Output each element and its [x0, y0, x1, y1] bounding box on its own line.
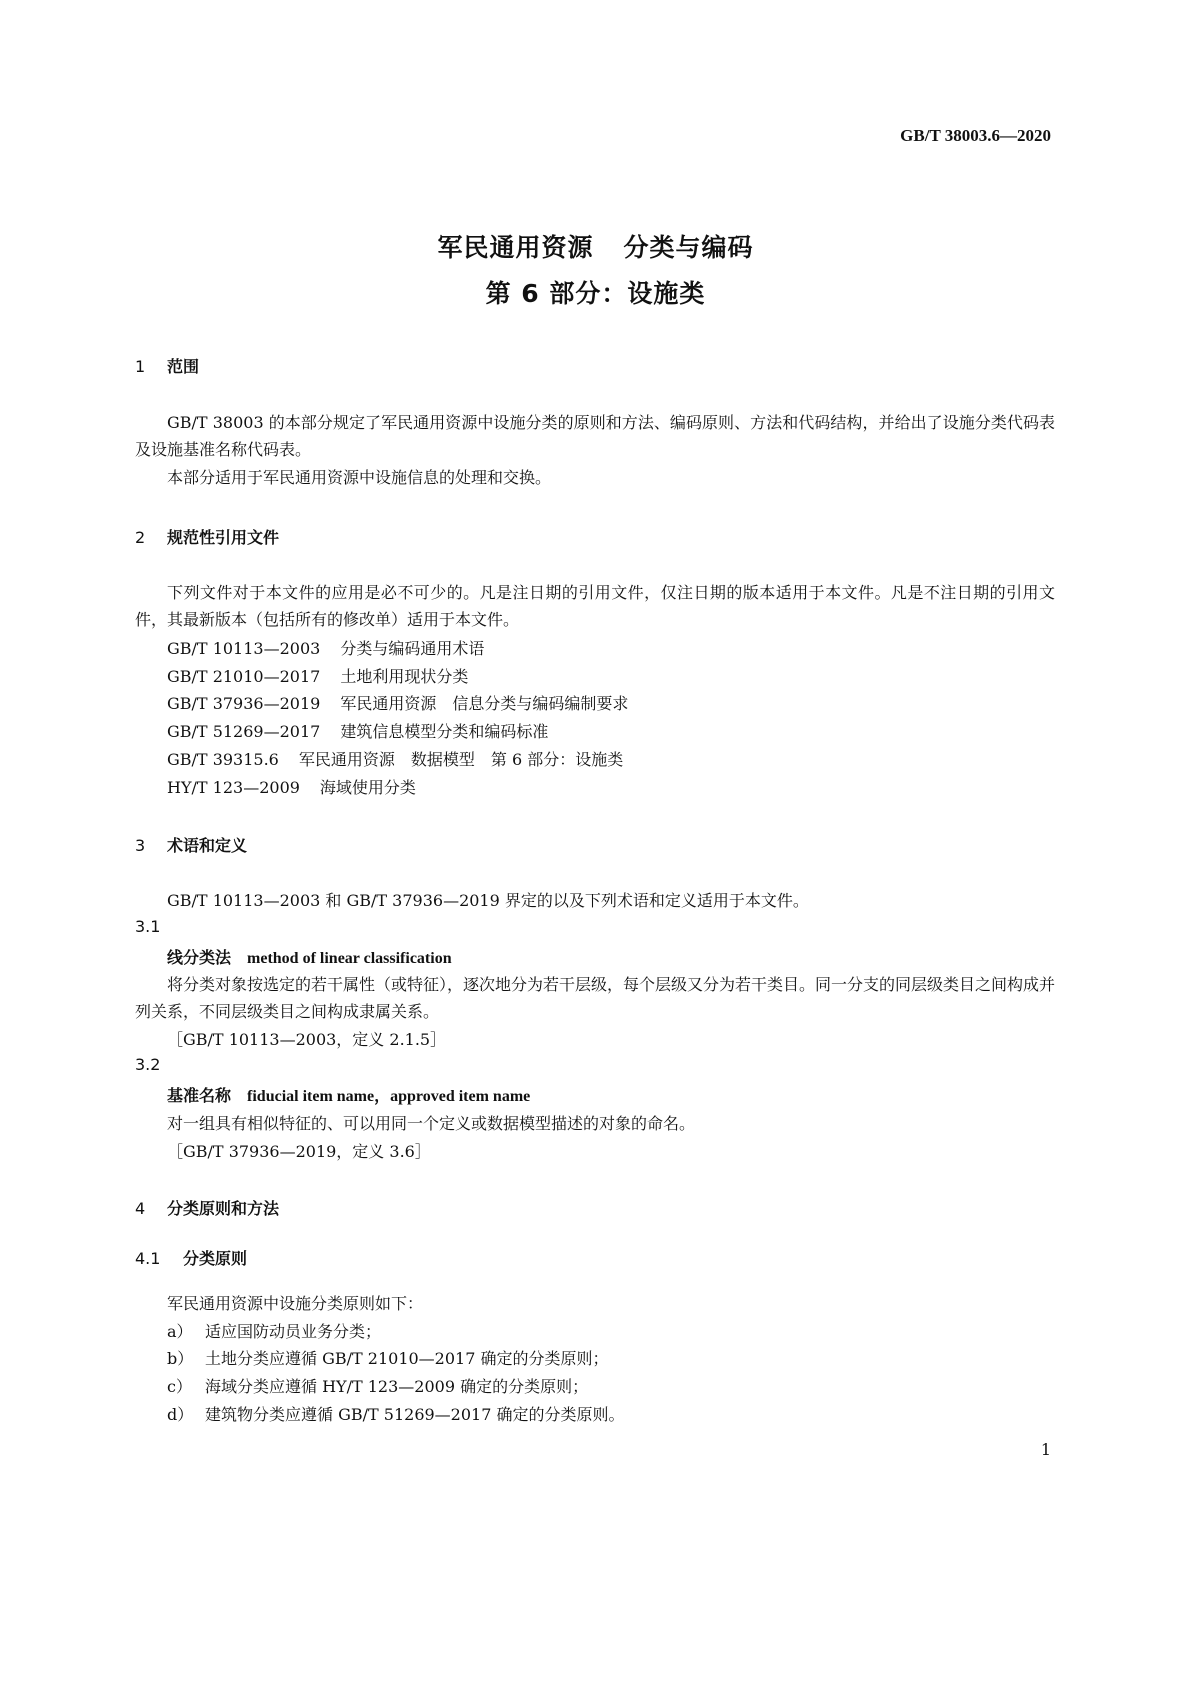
section-1-paragraph-1: GB/T 38003 的本部分规定了军民通用资源中设施分类的原则和方法、编码原则、方法和代码结构，并给出了设施分类代码表及设施基准名称代码表。 [135, 413, 1055, 459]
list-text: 建筑物分类应遵循 GB/T 51269—2017 确定的分类原则。 [205, 1405, 625, 1424]
title-part-b: 分类与编码 [623, 233, 754, 262]
document-subtitle: 第 6 部分：设施类 [485, 279, 706, 308]
term-entry [167, 945, 452, 968]
term-definition: 将分类对象按选定的若干属性（或特征），逐次地分为若干层级，每个层级又分为若干类目。同一分支的同层级类目之间构成并列关系，不同层级类目之间构成隶属关系。 [135, 975, 1056, 1021]
term-source: ［GB/T 10113—2003，定义 2.1.5］ [167, 1030, 447, 1049]
list-marker: d） [167, 1405, 194, 1424]
subsection-intro: 军民通用资源中设施分类原则如下： [167, 1294, 424, 1313]
term-english: method of linear classification [247, 950, 452, 967]
section-2-heading [135, 525, 279, 548]
list-marker: c） [167, 1377, 192, 1396]
term-english: fiducial item name，approved item name [247, 1088, 531, 1105]
reference-item [167, 664, 468, 687]
list-item [167, 1346, 608, 1369]
subsection-number: 4.1 [135, 1249, 161, 1268]
reference-title: 海域使用分类 [319, 778, 416, 797]
reference-title: 分类与编码通用术语 [340, 639, 485, 658]
page-number: 1 [1040, 1440, 1051, 1459]
section-2-paragraph: 下列文件对于本文件的应用是必不可少的。凡是注日期的引用文件，仅注日期的版本适用于本文件。凡是不注日期的引用文件，其最新版本（包括所有的修改单）适用于本文件。 [135, 583, 1055, 629]
reference-title: 军民通用资源 数据模型 第 6 部分：设施类 [298, 750, 624, 769]
title-part-a: 军民通用资源 [437, 233, 594, 262]
term-number: 3.1 [135, 917, 161, 936]
reference-item [167, 775, 416, 798]
term-number: 3.2 [135, 1055, 161, 1074]
section-3-intro: GB/T 10113—2003 和 GB/T 37936—2019 界定的以及下列术语和定义适用于本文件。 [167, 891, 809, 910]
document-title [0, 228, 1191, 264]
reference-item [167, 719, 548, 742]
reference-item [167, 691, 628, 714]
list-item [167, 1319, 381, 1342]
section-title: 术语和定义 [167, 836, 248, 855]
list-text: 海域分类应遵循 HY/T 123—2009 确定的分类原则； [205, 1377, 589, 1396]
list-item [167, 1402, 624, 1425]
section-number: 2 [135, 528, 146, 547]
section-number: 4 [135, 1199, 146, 1218]
section-title: 规范性引用文件 [167, 528, 280, 547]
list-marker: a） [167, 1322, 193, 1341]
section-3-heading [135, 833, 247, 856]
reference-code: GB/T 10113—2003 [167, 639, 321, 658]
reference-title: 土地利用现状分类 [340, 667, 469, 686]
term-entry [167, 1083, 530, 1106]
reference-code: HY/T 123—2009 [167, 778, 300, 797]
reference-code: GB/T 37936—2019 [167, 694, 321, 713]
list-text: 适应国防动员业务分类； [205, 1322, 382, 1341]
reference-title: 军民通用资源 信息分类与编码编制要求 [340, 694, 629, 713]
reference-item [167, 747, 623, 770]
subsection-title: 分类原则 [183, 1249, 248, 1268]
term-chinese: 基准名称 [167, 1086, 232, 1105]
section-title: 分类原则和方法 [167, 1199, 280, 1218]
section-title: 范围 [167, 357, 200, 376]
reference-title: 建筑信息模型分类和编码标准 [340, 722, 549, 741]
subsection-4-1-heading [135, 1246, 247, 1269]
list-marker: b） [167, 1349, 194, 1368]
section-number: 1 [135, 357, 146, 376]
reference-code: GB/T 39315.6 [167, 750, 279, 769]
term-source: ［GB/T 37936—2019，定义 3.6］ [167, 1142, 431, 1161]
term-definition: 对一组具有相似特征的、可以用同一个定义或数据模型描述的对象的命名。 [167, 1114, 696, 1133]
reference-code: GB/T 51269—2017 [167, 722, 321, 741]
term-chinese: 线分类法 [167, 948, 232, 967]
reference-item [167, 636, 484, 659]
list-item [167, 1374, 588, 1397]
reference-code: GB/T 21010—2017 [167, 667, 321, 686]
section-4-heading [135, 1196, 279, 1219]
section-number: 3 [135, 836, 146, 855]
list-text: 土地分类应遵循 GB/T 21010—2017 确定的分类原则； [205, 1349, 609, 1368]
section-1-heading [135, 354, 199, 377]
section-1-paragraph-2: 本部分适用于军民通用资源中设施信息的处理和交换。 [167, 468, 552, 487]
standard-number: GB/T 38003.6—2020 [900, 126, 1051, 145]
